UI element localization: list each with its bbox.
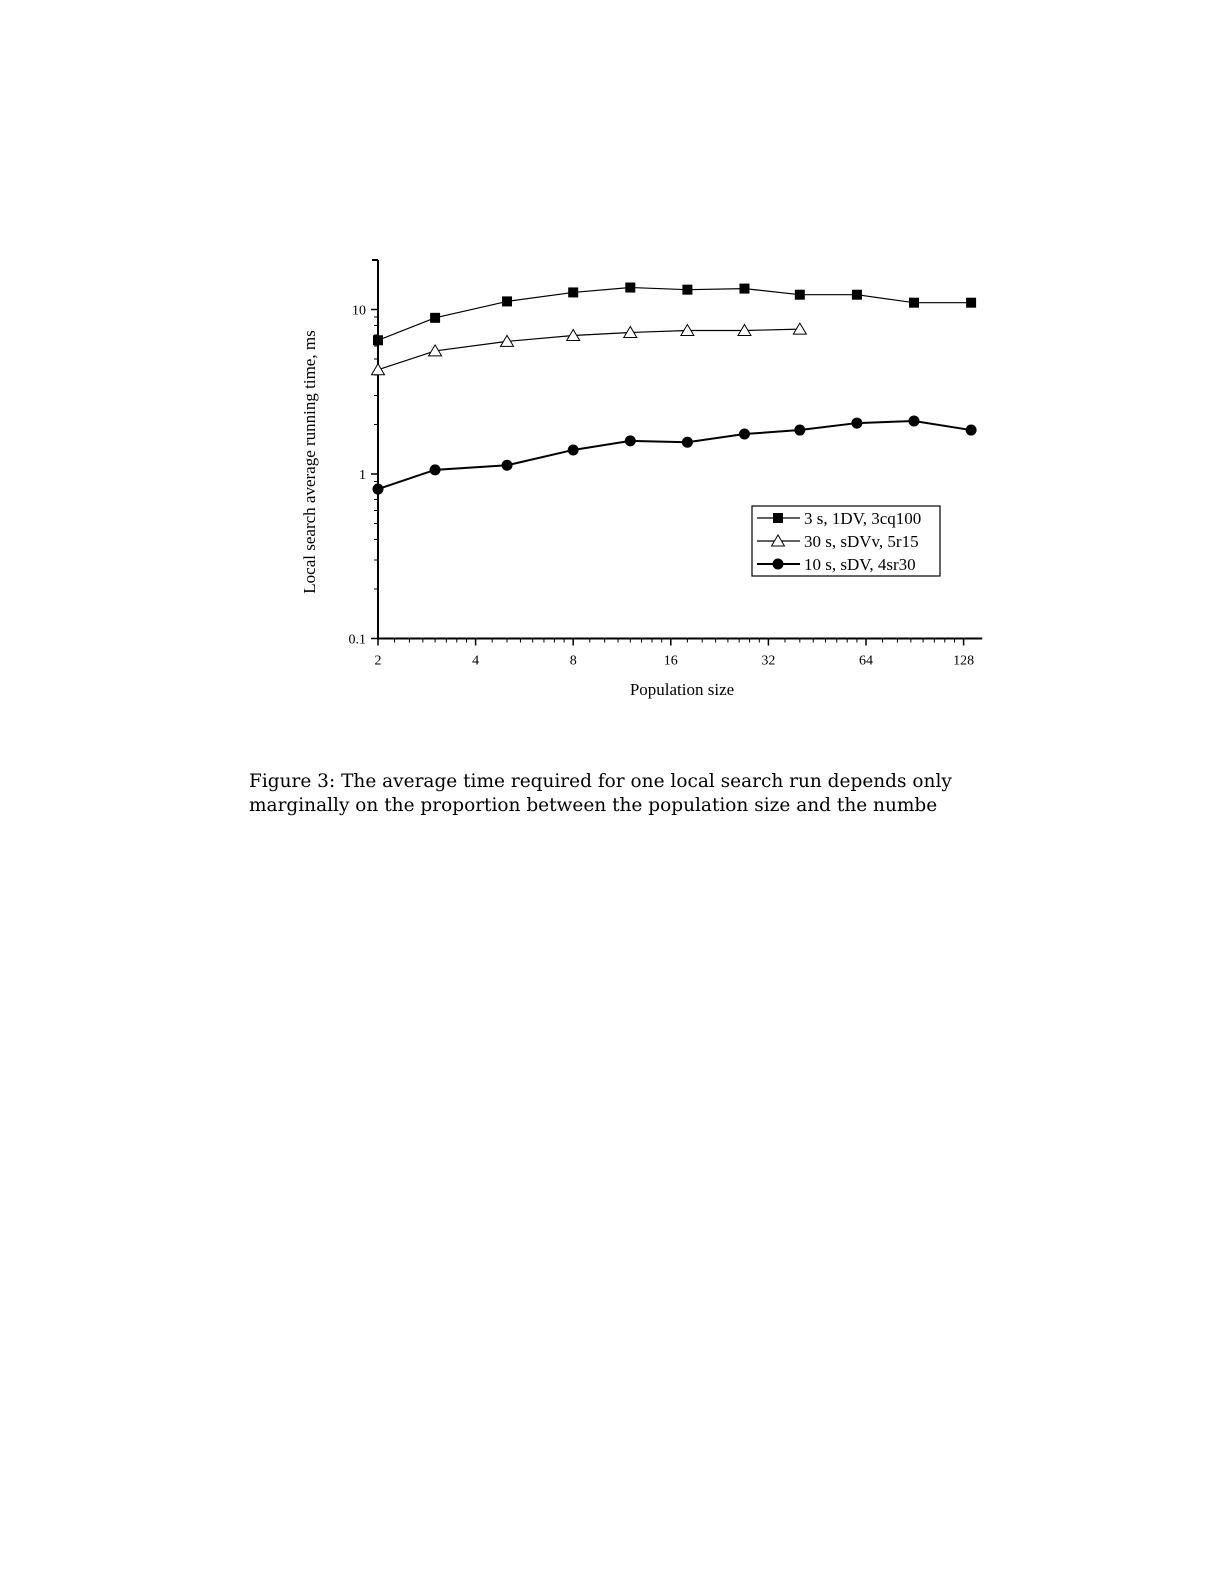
- y-tick-label: 1: [359, 468, 366, 483]
- data-point-circle: [966, 425, 977, 436]
- data-point-square: [682, 285, 692, 295]
- data-point-triangle: [793, 323, 806, 334]
- x-tick-label: 4: [472, 653, 480, 669]
- data-point-circle: [502, 460, 513, 471]
- series-line: [378, 421, 971, 489]
- legend-label: 30 s, sDVv, 5r15: [804, 532, 919, 551]
- data-point-square: [502, 296, 512, 306]
- chart: [0, 0, 1225, 760]
- data-point-square: [739, 284, 749, 294]
- data-point-circle: [430, 464, 441, 475]
- legend-label: 10 s, sDV, 4sr30: [804, 555, 916, 574]
- series-1: [373, 283, 976, 346]
- x-tick-label: 2: [374, 653, 382, 669]
- data-point-circle: [851, 418, 862, 429]
- data-point-circle: [739, 429, 750, 440]
- y-axis-label: Local search average running time, ms: [300, 330, 319, 594]
- data-point-square: [568, 287, 578, 297]
- data-point-square: [773, 513, 783, 523]
- series-3: [373, 415, 977, 494]
- data-point-square: [852, 290, 862, 300]
- data-point-circle: [773, 559, 784, 570]
- legend: [752, 506, 940, 576]
- x-tick-label: 8: [569, 653, 577, 669]
- data-point-square: [625, 283, 635, 293]
- y-tick-label: 10: [352, 303, 366, 319]
- x-tick-label: 16: [663, 653, 678, 669]
- x-tick-label: 64: [859, 653, 873, 669]
- data-point-circle: [373, 484, 384, 495]
- data-point-square: [795, 290, 805, 300]
- data-point-square: [373, 335, 383, 345]
- data-point-circle: [909, 415, 920, 426]
- x-axis-label: Population size: [629, 680, 735, 699]
- data-point-circle: [682, 437, 693, 448]
- figure-caption: Figure 3: The average time required for one local search run depends only marginally on the proportion between the population size and the numbe: [249, 771, 952, 816]
- data-point-circle: [568, 444, 579, 455]
- series-group: [372, 283, 977, 495]
- data-point-circle: [794, 425, 805, 436]
- legend-label: 3 s, 1DV, 3cq100: [804, 509, 922, 528]
- data-point-square: [966, 298, 976, 308]
- data-point-square: [909, 298, 919, 308]
- series-2: [372, 323, 807, 375]
- x-tick-label: 128: [953, 653, 975, 669]
- data-point-triangle: [372, 364, 385, 375]
- data-point-circle: [625, 435, 636, 446]
- series-line: [378, 288, 971, 341]
- x-tick-label: 32: [761, 653, 776, 669]
- y-tick-label: 0.1: [348, 632, 366, 648]
- series-line: [378, 329, 800, 370]
- axes: [349, 260, 983, 669]
- data-point-square: [430, 313, 440, 323]
